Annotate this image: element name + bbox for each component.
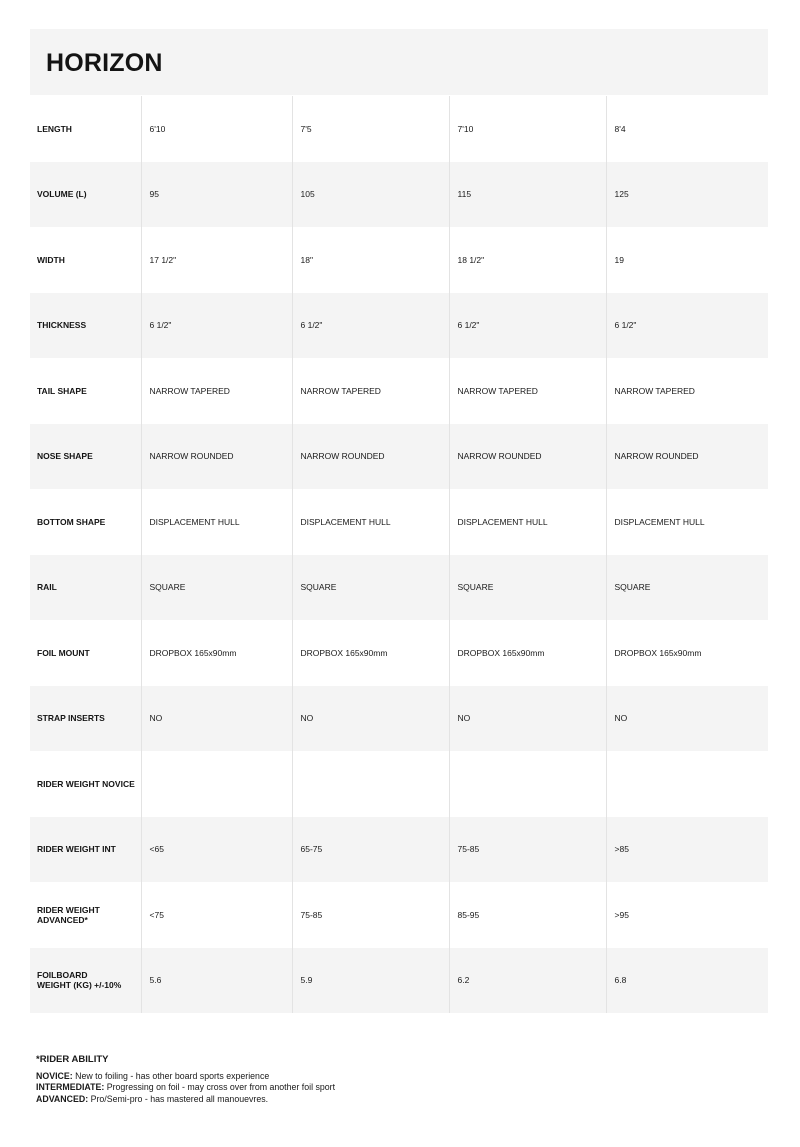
- table-cell: NO: [606, 686, 768, 752]
- table-cell: 6'10: [141, 96, 292, 162]
- table-cell: 6.8: [606, 948, 768, 1014]
- row-label: STRAP INSERTS: [37, 713, 105, 724]
- table-cell: [292, 751, 449, 817]
- table-row: [30, 96, 768, 162]
- table-cell: 6 1/2": [449, 293, 606, 359]
- table-cell: DROPBOX 165x90mm: [292, 620, 449, 686]
- row-label: RAIL: [37, 582, 57, 593]
- table-cell: 85-95: [449, 882, 606, 948]
- row-label: NOSE SHAPE: [37, 451, 93, 462]
- table-cell: NARROW TAPERED: [606, 358, 768, 424]
- table-cell: 7'10: [449, 96, 606, 162]
- row-label: FOIL MOUNT: [37, 647, 90, 658]
- table-cell: DISPLACEMENT HULL: [141, 489, 292, 555]
- table-cell: 6 1/2": [606, 293, 768, 359]
- table-cell: 75-85: [449, 817, 606, 883]
- note-advanced: [36, 1094, 636, 1106]
- table-cell: NO: [449, 686, 606, 752]
- row-label: RIDER WEIGHT INT: [37, 844, 116, 855]
- row-label: RIDER WEIGHT ADVANCED*: [37, 904, 100, 925]
- table-cell: 6 1/2": [292, 293, 449, 359]
- row-label: BOTTOM SHAPE: [37, 516, 106, 527]
- table-cell: DISPLACEMENT HULL: [292, 489, 449, 555]
- table-row: [30, 686, 768, 752]
- row-label: LENGTH: [37, 123, 72, 134]
- title-banner: [30, 29, 768, 95]
- table-cell: 75-85: [292, 882, 449, 948]
- table-cell: DROPBOX 165x90mm: [141, 620, 292, 686]
- table-cell: 115: [449, 162, 606, 228]
- table-cell: SQUARE: [292, 555, 449, 621]
- note-intermediate: [36, 1082, 636, 1094]
- table-cell: NARROW TAPERED: [141, 358, 292, 424]
- table-cell: >85: [606, 817, 768, 883]
- table-cell: NARROW ROUNDED: [292, 424, 449, 490]
- table-cell: NARROW ROUNDED: [141, 424, 292, 490]
- note-text: Pro/Semi-pro - has mastered all manouevres.: [88, 1093, 269, 1104]
- table-cell: NO: [292, 686, 449, 752]
- table-cell: NARROW ROUNDED: [449, 424, 606, 490]
- table-cell: NARROW TAPERED: [449, 358, 606, 424]
- table-row: [30, 358, 768, 424]
- page-title: HORIZON: [46, 49, 163, 77]
- row-label: TAIL SHAPE: [37, 385, 87, 396]
- table-cell: 105: [292, 162, 449, 228]
- table-cell: [449, 751, 606, 817]
- table-cell: [606, 751, 768, 817]
- table-cell: 125: [606, 162, 768, 228]
- table-cell: NARROW TAPERED: [292, 358, 449, 424]
- table-cell: DISPLACEMENT HULL: [449, 489, 606, 555]
- table-row: [30, 162, 768, 228]
- table-cell: 6 1/2": [141, 293, 292, 359]
- row-label: FOILBOARD WEIGHT (KG) +/-10%: [37, 970, 122, 991]
- rider-ability-notes: [36, 1054, 636, 1105]
- notes-title: *RIDER ABILITY: [36, 1054, 109, 1065]
- row-label: THICKNESS: [37, 320, 87, 331]
- table-cell: >95: [606, 882, 768, 948]
- table-row: [30, 555, 768, 621]
- table-cell: 18": [292, 227, 449, 293]
- row-label: VOLUME (L): [37, 189, 87, 200]
- table-cell: 7'5: [292, 96, 449, 162]
- table-row: [30, 751, 768, 817]
- table-cell: NO: [141, 686, 292, 752]
- table-cell: DROPBOX 165x90mm: [606, 620, 768, 686]
- table-cell: DISPLACEMENT HULL: [606, 489, 768, 555]
- table-cell: SQUARE: [449, 555, 606, 621]
- table-cell: 18 1/2": [449, 227, 606, 293]
- table-cell: 17 1/2": [141, 227, 292, 293]
- note-text: New to foiling - has other board sports experience: [72, 1070, 270, 1081]
- table-cell: SQUARE: [141, 555, 292, 621]
- table-cell: <65: [141, 817, 292, 883]
- table-row: [30, 293, 768, 359]
- note-text: Progressing on foil - may cross over from another foil sport: [104, 1082, 336, 1092]
- table-cell: NARROW ROUNDED: [606, 424, 768, 490]
- table-cell: 8'4: [606, 96, 768, 162]
- specs-table: [30, 96, 768, 1013]
- note-term: ADVANCED:: [36, 1093, 89, 1104]
- table-row: [30, 489, 768, 555]
- table-cell: <75: [141, 882, 292, 948]
- table-cell: 5.6: [141, 948, 292, 1014]
- table-cell: 19: [606, 227, 768, 293]
- table-cell: 6.2: [449, 948, 606, 1014]
- table-cell: SQUARE: [606, 555, 768, 621]
- table-row: [30, 227, 768, 293]
- table-row: [30, 817, 768, 883]
- note-term: NOVICE:: [36, 1070, 73, 1081]
- note-novice: [36, 1071, 636, 1083]
- table-row: [30, 882, 768, 948]
- table-cell: [141, 751, 292, 817]
- table-row: [30, 620, 768, 686]
- specs-table-body: [30, 96, 768, 1013]
- row-label: RIDER WEIGHT NOVICE: [37, 778, 135, 789]
- table-row: [30, 948, 768, 1014]
- note-term: INTERMEDIATE:: [36, 1082, 105, 1092]
- table-cell: 95: [141, 162, 292, 228]
- table-cell: 5.9: [292, 948, 449, 1014]
- table-cell: DROPBOX 165x90mm: [449, 620, 606, 686]
- row-label: WIDTH: [37, 254, 65, 265]
- table-row: [30, 424, 768, 490]
- table-cell: 65-75: [292, 817, 449, 883]
